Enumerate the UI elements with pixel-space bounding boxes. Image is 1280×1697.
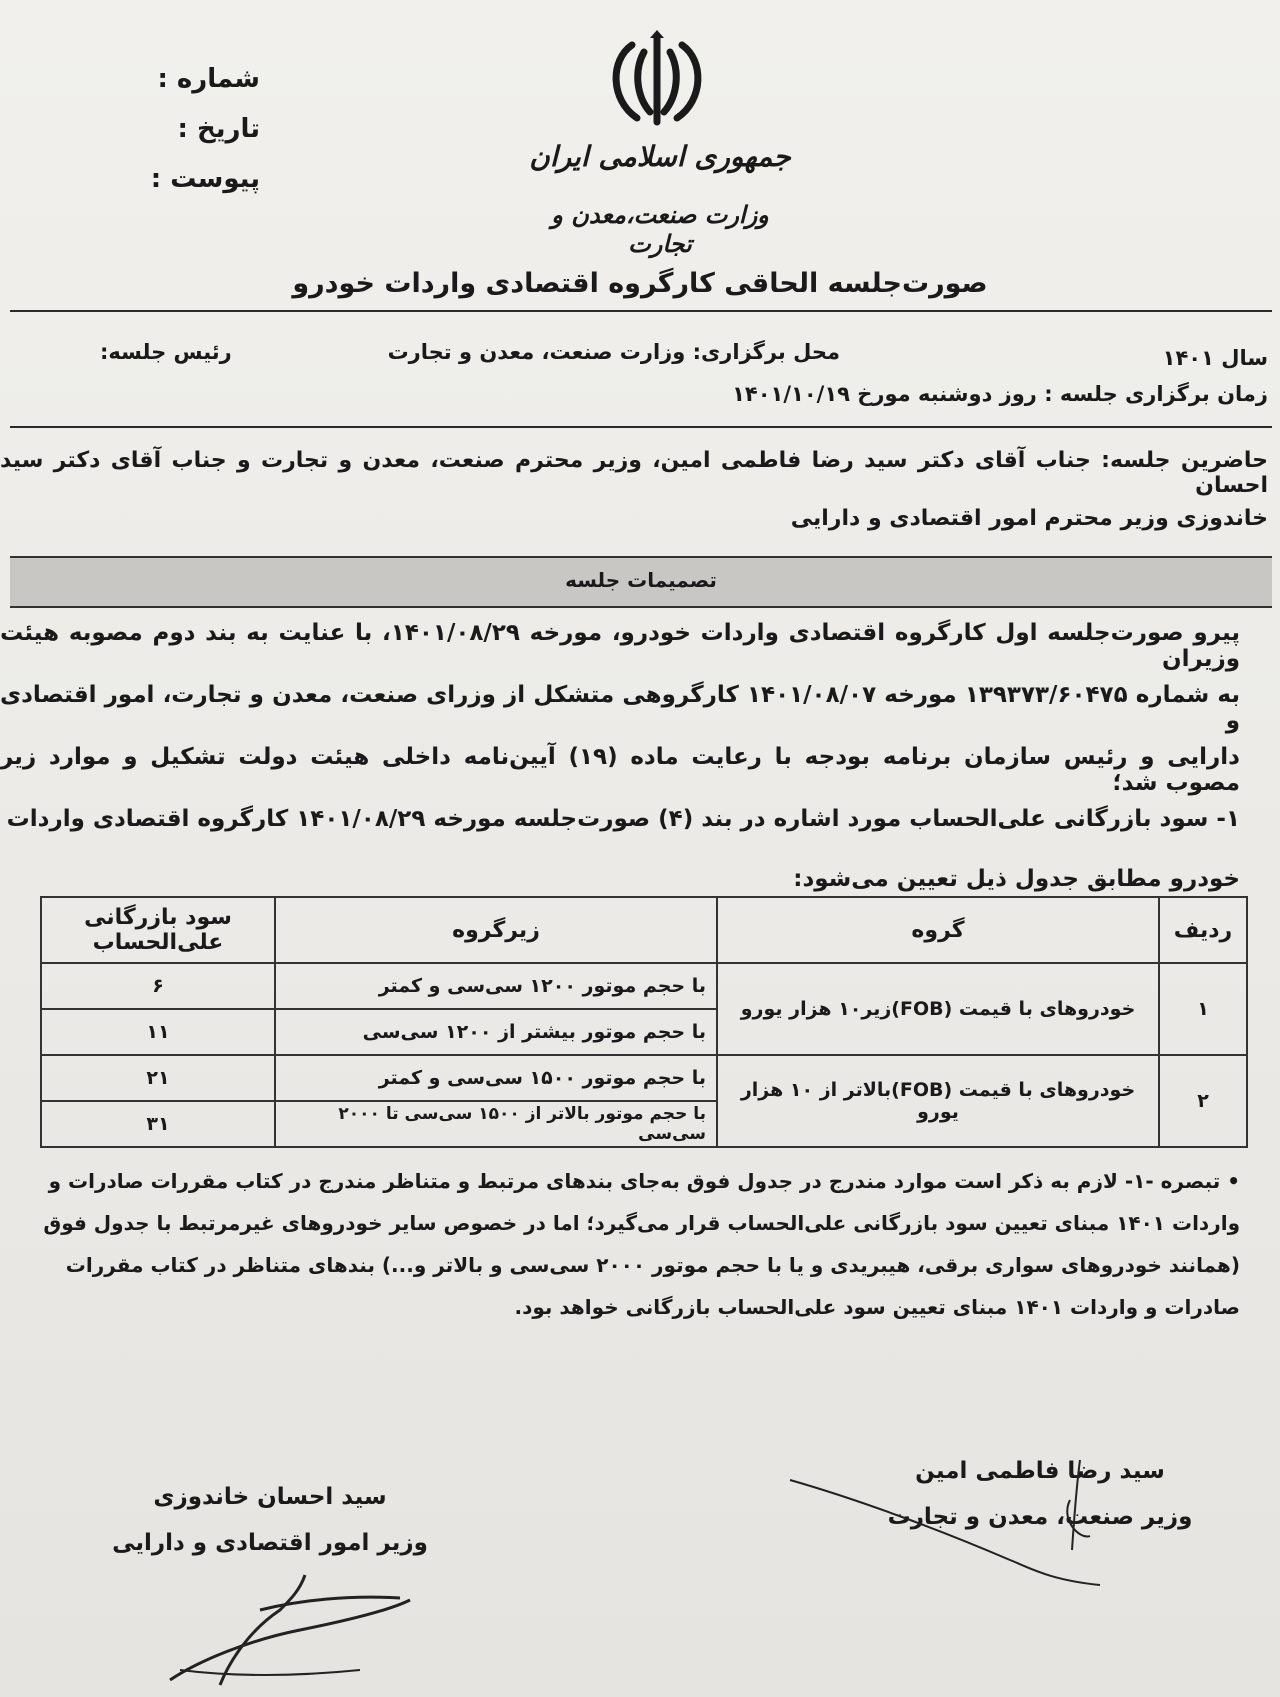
attachment-label: پیوست : (150, 164, 260, 194)
body-line-5: خودرو مطابق جدول ذیل تعیین می‌شود: (793, 866, 1240, 892)
body-line-3: دارایی و رئیس سازمان برنامه بودجه با رعایت ماده (۱۹) آیین‌نامه داخلی هیئت دولت تشکیل و موارد زیر مصوب شد؛ (0, 744, 1240, 796)
header-group: گروه (717, 897, 1159, 963)
number-label: شماره : (157, 64, 260, 94)
note-line-4: صادرات و واردات ۱۴۰۱ مبنای تعیین سود علی‌الحساب بازرگانی خواهد بود. (514, 1295, 1240, 1319)
row-number: ۲ (1159, 1055, 1247, 1147)
profit-cell: ۲۱ (41, 1055, 275, 1101)
emblem-icon (602, 30, 712, 130)
date-label: تاریخ : (177, 114, 260, 144)
attendees-line-2: خاندوزی وزیر محترم امور اقتصادی و دارایی (790, 506, 1268, 531)
subgroup-cell: با حجم موتور بالاتر از ۱۵۰۰ سی‌سی تا ۲۰۰۰ سی‌سی (275, 1101, 717, 1147)
table-row (41, 963, 1247, 1009)
republic-name: جمهوری اسلامی ایران (529, 140, 791, 173)
signature-right-icon (780, 1440, 1140, 1590)
attendees-line-1: حاضرین جلسه: جناب آقای دکتر سید رضا فاطمی امین، وزیر محترم صنعت، معدن و تجارت و جناب آقای دکتر سید احسان (0, 448, 1268, 498)
header-row-number: ردیف (1159, 897, 1247, 963)
decisions-header: تصمیمات جلسه (565, 568, 717, 592)
profit-cell: ۱۱ (41, 1009, 275, 1055)
meeting-venue: محل برگزاری: وزارت صنعت، معدن و تجارت (387, 340, 840, 364)
signature-left-icon (160, 1570, 420, 1695)
group-cell: خودروهای با قیمت (FOB)زیر۱۰ هزار یورو (717, 963, 1159, 1055)
signer-right-title: وزیر صنعت، معدن و تجارت (887, 1504, 1193, 1530)
meeting-chair: رئیس جلسه: (100, 340, 232, 364)
divider (10, 426, 1272, 428)
signer-left-title: وزیر امور اقتصادی و دارایی (112, 1530, 428, 1556)
body-line-4: ۱- سود بازرگانی علی‌الحساب مورد اشاره در بند (۴) صورت‌جلسه مورخه ۱۴۰۱/۰۸/۲۹ کارگروه اقتصادی واردات (6, 806, 1240, 832)
document-title: صورت‌جلسه الحاقی کارگروه اقتصادی واردات خودرو (292, 268, 988, 299)
meeting-year: سال ۱۴۰۱ (1162, 346, 1268, 370)
subgroup-cell: با حجم موتور ۱۵۰۰ سی‌سی و کمتر (275, 1055, 717, 1101)
header-subgroup: زیرگروه (275, 897, 717, 963)
table-header-row (41, 897, 1247, 963)
subgroup-cell: با حجم موتور بیشتر از ۱۲۰۰ سی‌سی (275, 1009, 717, 1055)
subgroup-cell: با حجم موتور ۱۲۰۰ سی‌سی و کمتر (275, 963, 717, 1009)
signer-right-name: سید رضا فاطمی امین (915, 1458, 1165, 1484)
note-line-3: (همانند خودروهای سواری برقی، هیبریدی و یا با حجم موتور ۲۰۰۰ سی‌سی و بالاتر و...) بندهای متناظر در کتاب مقررات (65, 1253, 1240, 1277)
body-line-2: به شماره ۱۳۹۳۷۳/۶۰۴۷۵ مورخه ۱۴۰۱/۰۸/۰۷ کارگروهی متشکل از وزرای صنعت، معدن و تجارت، امور اقتصادی و (0, 682, 1240, 734)
profit-cell: ۶ (41, 963, 275, 1009)
group-cell: خودروهای با قیمت (FOB)بالاتر از ۱۰ هزار یورو (717, 1055, 1159, 1147)
tariff-table (40, 896, 1248, 1148)
ministry-name: وزارت صنعت،معدن و تجارت (551, 200, 769, 258)
row-number: ۱ (1159, 963, 1247, 1055)
note-line-2: واردات ۱۴۰۱ مبنای تعیین سود بازرگانی علی‌الحساب قرار می‌گیرد؛ اما در خصوص سایر خودروهای غیرمرتبط با جدول فوق (43, 1211, 1240, 1235)
table-row (41, 1055, 1247, 1101)
signer-left-name: سید احسان خاندوزی (153, 1484, 387, 1510)
header-profit: سود بازرگانی علی‌الحساب (41, 897, 275, 963)
body-line-1: پیرو صورت‌جلسه اول کارگروه اقتصادی واردات خودرو، مورخه ۱۴۰۱/۰۸/۲۹، با عنایت به بند دوم مصوبه هیئت وزیران (0, 620, 1240, 672)
profit-cell: ۳۱ (41, 1101, 275, 1147)
meeting-time: زمان برگزاری جلسه : روز دوشنبه مورخ ۱۴۰۱/۱۰/۱۹ (732, 382, 1268, 406)
note-line-1: • تبصره -۱- لازم به ذکر است موارد مندرج در جدول فوق به‌جای بندهای مرتبط و متناظر مندرج در کتاب مقررات صادرات و (48, 1169, 1240, 1193)
decisions-header-bar (10, 556, 1272, 608)
divider (10, 310, 1272, 312)
